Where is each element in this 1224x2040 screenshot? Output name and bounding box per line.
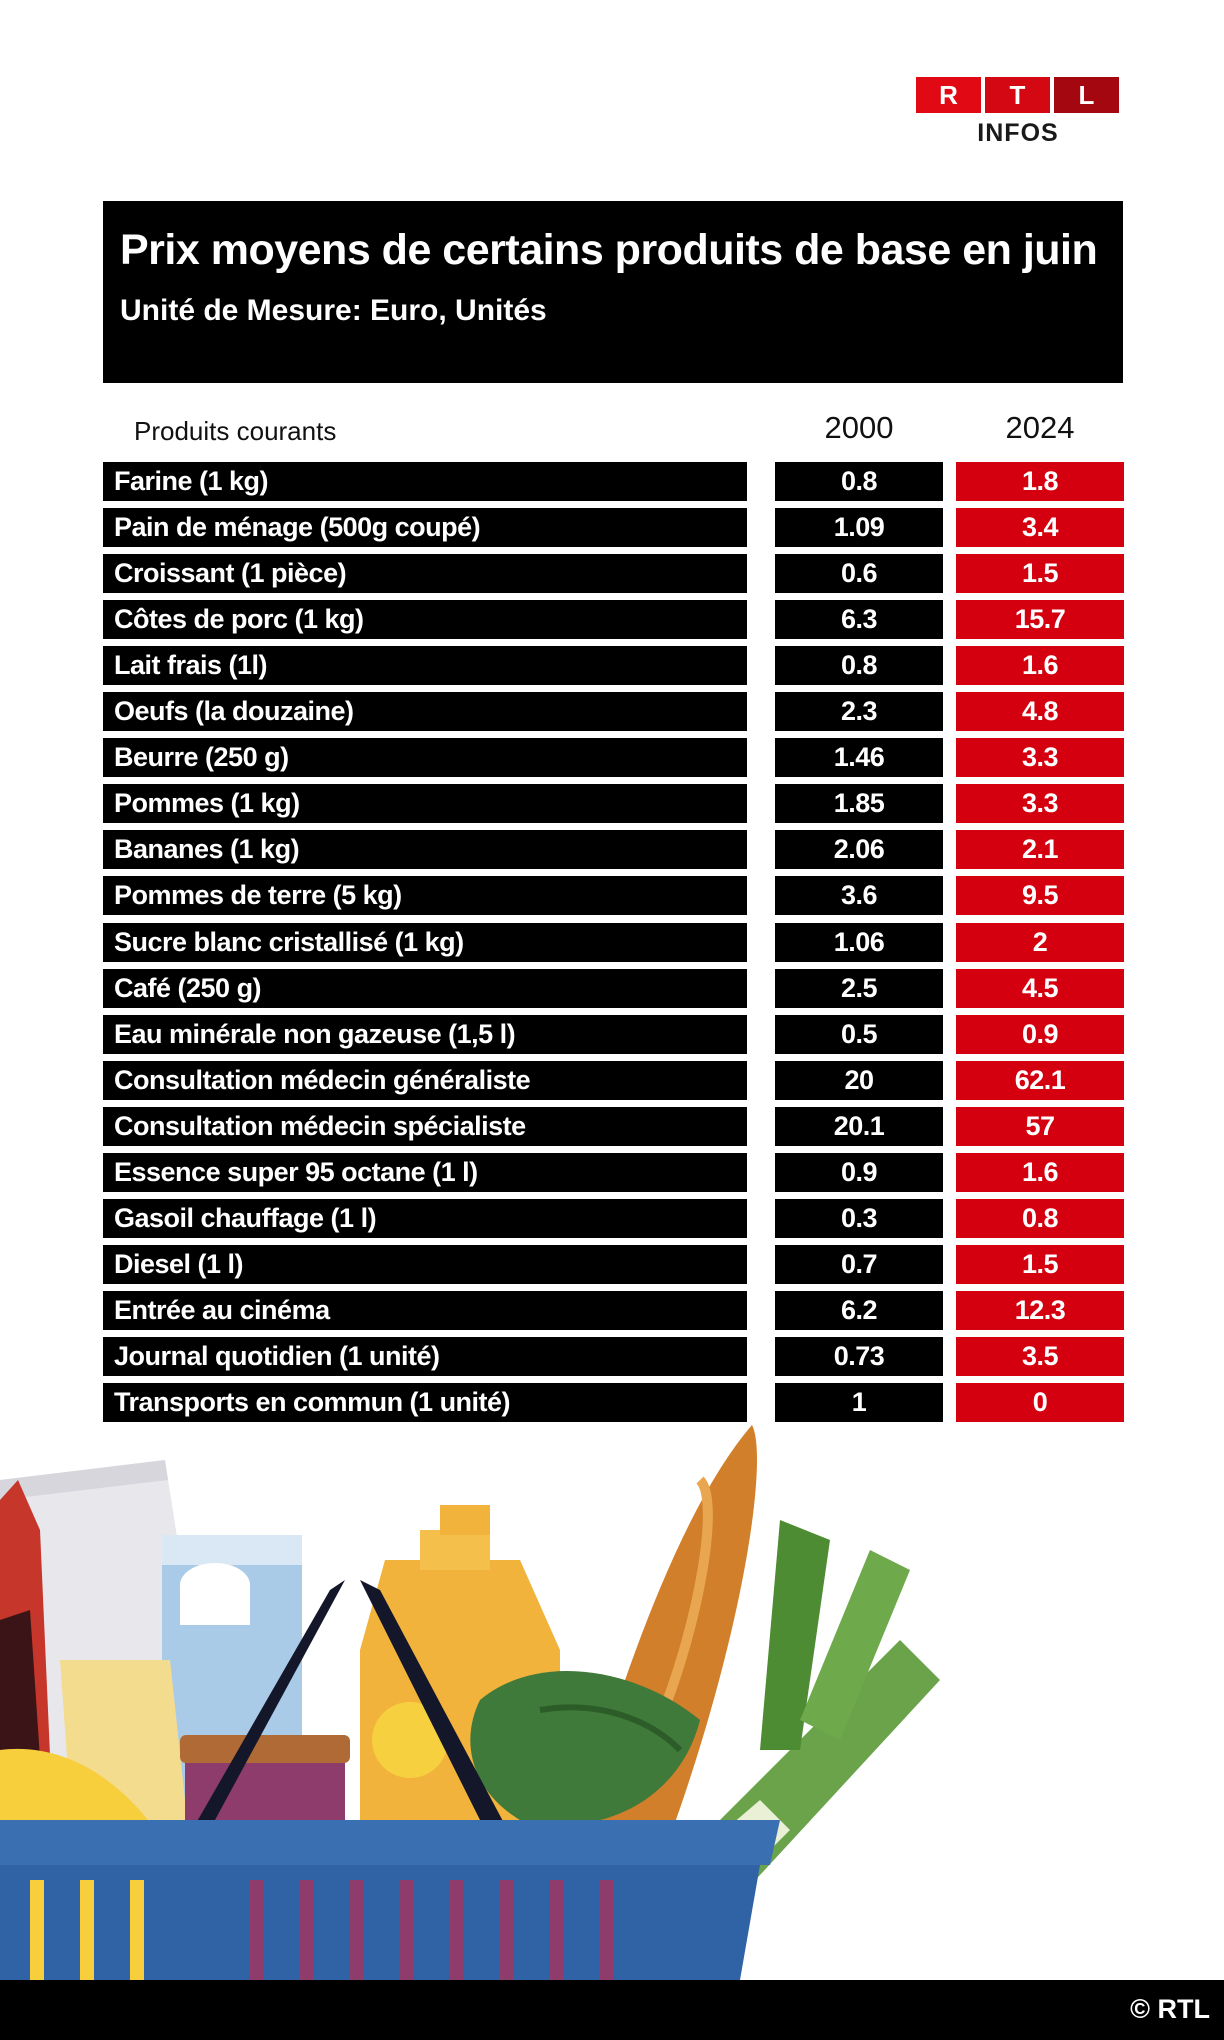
table-row — [103, 1337, 1123, 1376]
table-row — [103, 692, 1123, 731]
row-product-name: Côtes de porc (1 kg) — [103, 600, 747, 639]
row-value-2024: 1.8 — [956, 462, 1124, 501]
table-row — [103, 1245, 1123, 1284]
row-product-name: Gasoil chauffage (1 l) — [103, 1199, 747, 1238]
row-value-2024: 1.6 — [956, 1153, 1124, 1192]
table-row — [103, 1199, 1123, 1238]
row-product-name: Pommes (1 kg) — [103, 784, 747, 823]
table-row — [103, 462, 1123, 501]
table-row — [103, 923, 1123, 962]
row-value-2000: 6.2 — [775, 1291, 943, 1330]
row-value-2000: 0.6 — [775, 554, 943, 593]
row-value-2024: 1.6 — [956, 646, 1124, 685]
table-row — [103, 554, 1123, 593]
row-product-name: Consultation médecin spécialiste — [103, 1107, 747, 1146]
row-product-name: Transports en commun (1 unité) — [103, 1383, 747, 1422]
row-value-2024: 0 — [956, 1383, 1124, 1422]
row-value-2000: 0.3 — [775, 1199, 943, 1238]
table-row — [103, 646, 1123, 685]
row-product-name: Croissant (1 pièce) — [103, 554, 747, 593]
table-row — [103, 1383, 1123, 1422]
row-product-name: Sucre blanc cristallisé (1 kg) — [103, 923, 747, 962]
row-value-2000: 2.5 — [775, 969, 943, 1008]
table-row — [103, 1153, 1123, 1192]
table-row — [103, 738, 1123, 777]
row-product-name: Farine (1 kg) — [103, 462, 747, 501]
row-product-name: Essence super 95 octane (1 l) — [103, 1153, 747, 1192]
row-value-2024: 15.7 — [956, 600, 1124, 639]
row-value-2000: 20 — [775, 1061, 943, 1100]
row-value-2024: 4.8 — [956, 692, 1124, 731]
row-value-2024: 0.9 — [956, 1015, 1124, 1054]
chart-title: Prix moyens de certains produits de base en juin — [120, 226, 1098, 274]
row-value-2000: 3.6 — [775, 876, 943, 915]
column-header-2000: 2000 — [824, 410, 894, 445]
copyright-text: © RTL — [1130, 1994, 1210, 2024]
table-row — [103, 876, 1123, 915]
row-product-name: Oeufs (la douzaine) — [103, 692, 747, 731]
row-value-2000: 0.7 — [775, 1245, 943, 1284]
row-product-name: Beurre (250 g) — [103, 738, 747, 777]
row-value-2000: 20.1 — [775, 1107, 943, 1146]
logo-letter-t: T — [985, 77, 1050, 113]
column-header-2024: 2024 — [1005, 410, 1075, 445]
row-value-2024: 3.3 — [956, 784, 1124, 823]
row-value-2024: 57 — [956, 1107, 1124, 1146]
table-row — [103, 1291, 1123, 1330]
row-value-2024: 0.8 — [956, 1199, 1124, 1238]
logo-subtitle: INFOS — [977, 119, 1059, 147]
row-value-2000: 1.46 — [775, 738, 943, 777]
row-product-name: Café (250 g) — [103, 969, 747, 1008]
table-row — [103, 508, 1123, 547]
logo-letter-l: L — [1054, 77, 1119, 113]
row-value-2000: 1.06 — [775, 923, 943, 962]
table-row — [103, 1061, 1123, 1100]
row-value-2000: 6.3 — [775, 600, 943, 639]
grocery-basket-illustration — [0, 1420, 1224, 1980]
basket-body — [0, 1865, 760, 1980]
row-product-name: Journal quotidien (1 unité) — [103, 1337, 747, 1376]
table-row — [103, 1107, 1123, 1146]
row-value-2000: 1 — [775, 1383, 943, 1422]
row-product-name: Diesel (1 l) — [103, 1245, 747, 1284]
table-row — [103, 1015, 1123, 1054]
row-value-2024: 1.5 — [956, 554, 1124, 593]
row-product-name: Bananes (1 kg) — [103, 830, 747, 869]
row-product-name: Consultation médecin généraliste — [103, 1061, 747, 1100]
row-value-2000: 0.8 — [775, 462, 943, 501]
chart-subtitle: Unité de Mesure: Euro, Unités — [120, 294, 547, 327]
row-value-2024: 2 — [956, 923, 1124, 962]
row-value-2024: 9.5 — [956, 876, 1124, 915]
row-value-2024: 12.3 — [956, 1291, 1124, 1330]
column-header-products: Produits courants — [134, 416, 337, 446]
table-row — [103, 600, 1123, 639]
row-value-2024: 1.5 — [956, 1245, 1124, 1284]
row-value-2000: 0.73 — [775, 1337, 943, 1376]
row-value-2000: 0.8 — [775, 646, 943, 685]
row-value-2000: 2.3 — [775, 692, 943, 731]
row-value-2000: 2.06 — [775, 830, 943, 869]
row-product-name: Pain de ménage (500g coupé) — [103, 508, 747, 547]
table-row — [103, 969, 1123, 1008]
row-product-name: Lait frais (1l) — [103, 646, 747, 685]
table-row — [103, 784, 1123, 823]
row-value-2000: 0.5 — [775, 1015, 943, 1054]
row-value-2024: 4.5 — [956, 969, 1124, 1008]
rtl-logo — [916, 77, 1120, 148]
row-product-name: Pommes de terre (5 kg) — [103, 876, 747, 915]
table-row — [103, 830, 1123, 869]
logo-letter-r: R — [916, 77, 981, 113]
footer-bar — [0, 1980, 1224, 2040]
row-product-name: Eau minérale non gazeuse (1,5 l) — [103, 1015, 747, 1054]
row-value-2024: 3.5 — [956, 1337, 1124, 1376]
row-value-2024: 3.4 — [956, 508, 1124, 547]
row-value-2024: 3.3 — [956, 738, 1124, 777]
row-value-2024: 2.1 — [956, 830, 1124, 869]
basket-rim — [0, 1820, 780, 1865]
row-value-2000: 1.09 — [775, 508, 943, 547]
row-value-2000: 0.9 — [775, 1153, 943, 1192]
row-product-name: Entrée au cinéma — [103, 1291, 747, 1330]
row-value-2024: 62.1 — [956, 1061, 1124, 1100]
header-box — [103, 201, 1123, 383]
row-value-2000: 1.85 — [775, 784, 943, 823]
rtl-logo-letters — [916, 77, 1120, 113]
